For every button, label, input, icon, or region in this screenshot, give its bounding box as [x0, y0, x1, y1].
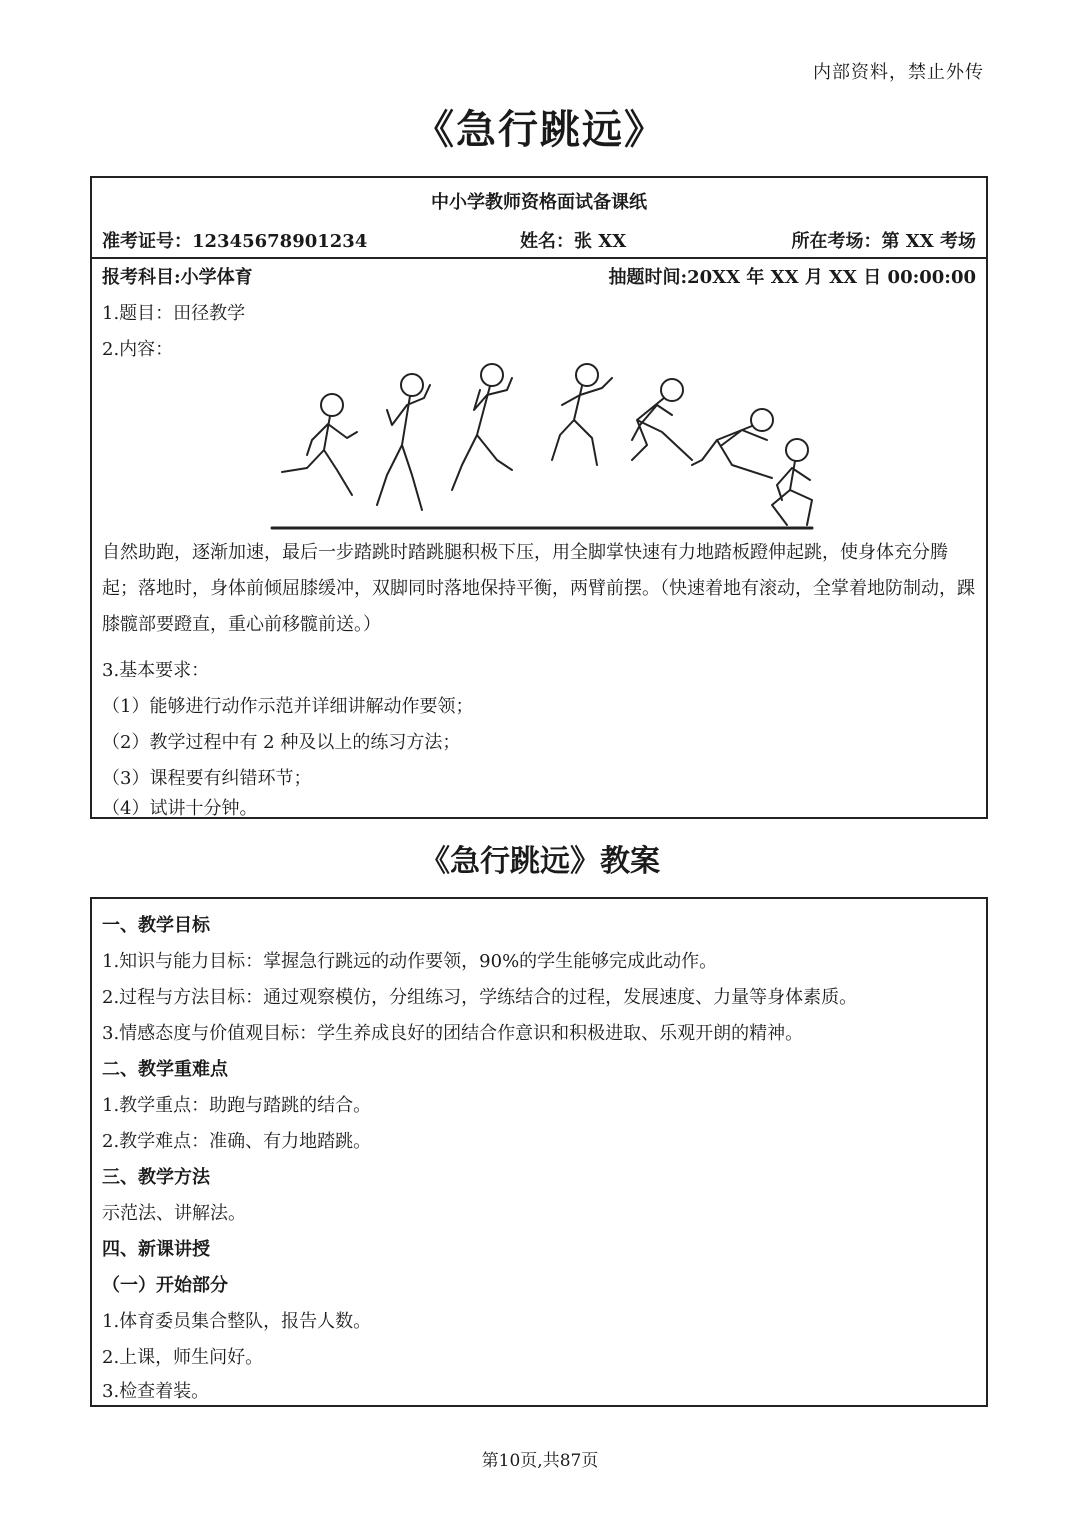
- section-heading: 一、教学目标: [102, 915, 210, 936]
- exam-subject: 报考科目:小学体育: [102, 267, 253, 288]
- section-heading: 四、新课讲授: [102, 1239, 210, 1260]
- page-title: 《急行跳远》: [414, 107, 666, 153]
- jumper-figure-1: [282, 394, 357, 495]
- jumper-figure-2: [377, 374, 430, 510]
- topic: 1.题目：田径教学: [102, 303, 246, 324]
- confidential-notice: 内部资料，禁止外传: [813, 62, 984, 83]
- objective-item: 2.过程与方法目标：通过观察模仿，分组练习，学练结合的过程，发展速度、力量等身体素质。: [102, 987, 858, 1008]
- admission-number: 准考证号：12345678901234: [102, 231, 368, 252]
- prep-sheet: [90, 176, 988, 819]
- page-number: 第10页,共87页: [481, 1451, 599, 1471]
- candidate-info-row: [92, 223, 986, 259]
- requirements-label: 3.基本要求：: [102, 660, 210, 681]
- requirement-item: （4）试讲十分钟。: [102, 798, 258, 819]
- content-label: 2.内容：: [102, 339, 174, 360]
- movement-description: 自然助跑，逐渐加速，最后一步踏跳时踏跳腿积极下压，用全脚掌快速有力地踏板蹬伸起跳，使身体充分腾起；落地时，身体前倾屈膝缓冲，双脚同时落地保持平衡，两臂前摆。（快速着地有滚动，全掌着地防制动，踝膝髋部要蹬直，重心前移髋前送。）: [102, 542, 975, 635]
- jumper-figure-3: [452, 364, 512, 490]
- section-heading: 三、教学方法: [102, 1167, 210, 1188]
- long-jump-sequence-illustration: [262, 350, 822, 535]
- jumper-figure-7: [772, 439, 812, 525]
- objective-item: 3.情感态度与价值观目标：学生养成良好的团结合作意识和积极进取、乐观开朗的精神。: [102, 1023, 804, 1044]
- jumper-figure-6: [692, 409, 773, 478]
- draw-time: 抽题时间:20XX 年 XX 月 XX 日 00:00:00: [608, 267, 976, 288]
- objective-item: 1.知识与能力目标：掌握急行跳远的动作要领，90%的学生能够完成此动作。: [102, 951, 718, 972]
- requirement-item: （1）能够进行动作示范并详细讲解动作要领；: [102, 696, 474, 717]
- jumper-figure-4: [552, 364, 612, 465]
- lesson-plan-title: 《急行跳远》教案: [420, 844, 660, 879]
- step-item: 2.上课，师生问好。: [102, 1347, 264, 1368]
- requirement-item: （2）教学过程中有 2 种及以上的练习方法；: [102, 732, 461, 753]
- section-heading: 二、教学重难点: [102, 1059, 228, 1080]
- jumper-figure-5: [632, 379, 692, 460]
- lesson-plan-box: [90, 897, 988, 1407]
- requirement-item: （3）课程要有纠错环节；: [102, 768, 312, 789]
- exam-room: 所在考场：第 XX 考场: [791, 231, 976, 252]
- key-point-item: 2.教学难点：准确、有力地踏跳。: [102, 1131, 372, 1152]
- step-item: 1.体育委员集合整队，报告人数。: [102, 1311, 372, 1332]
- sheet-header: 中小学教师资格面试备课纸: [431, 192, 647, 213]
- subsection-heading: （一）开始部分: [102, 1275, 228, 1296]
- method-text: 示范法、讲解法。: [102, 1203, 246, 1224]
- key-point-item: 1.教学重点：助跑与踏跳的结合。: [102, 1095, 372, 1116]
- step-item: 3.检查着装。: [102, 1381, 210, 1402]
- candidate-name: 姓名：张 XX: [520, 231, 627, 252]
